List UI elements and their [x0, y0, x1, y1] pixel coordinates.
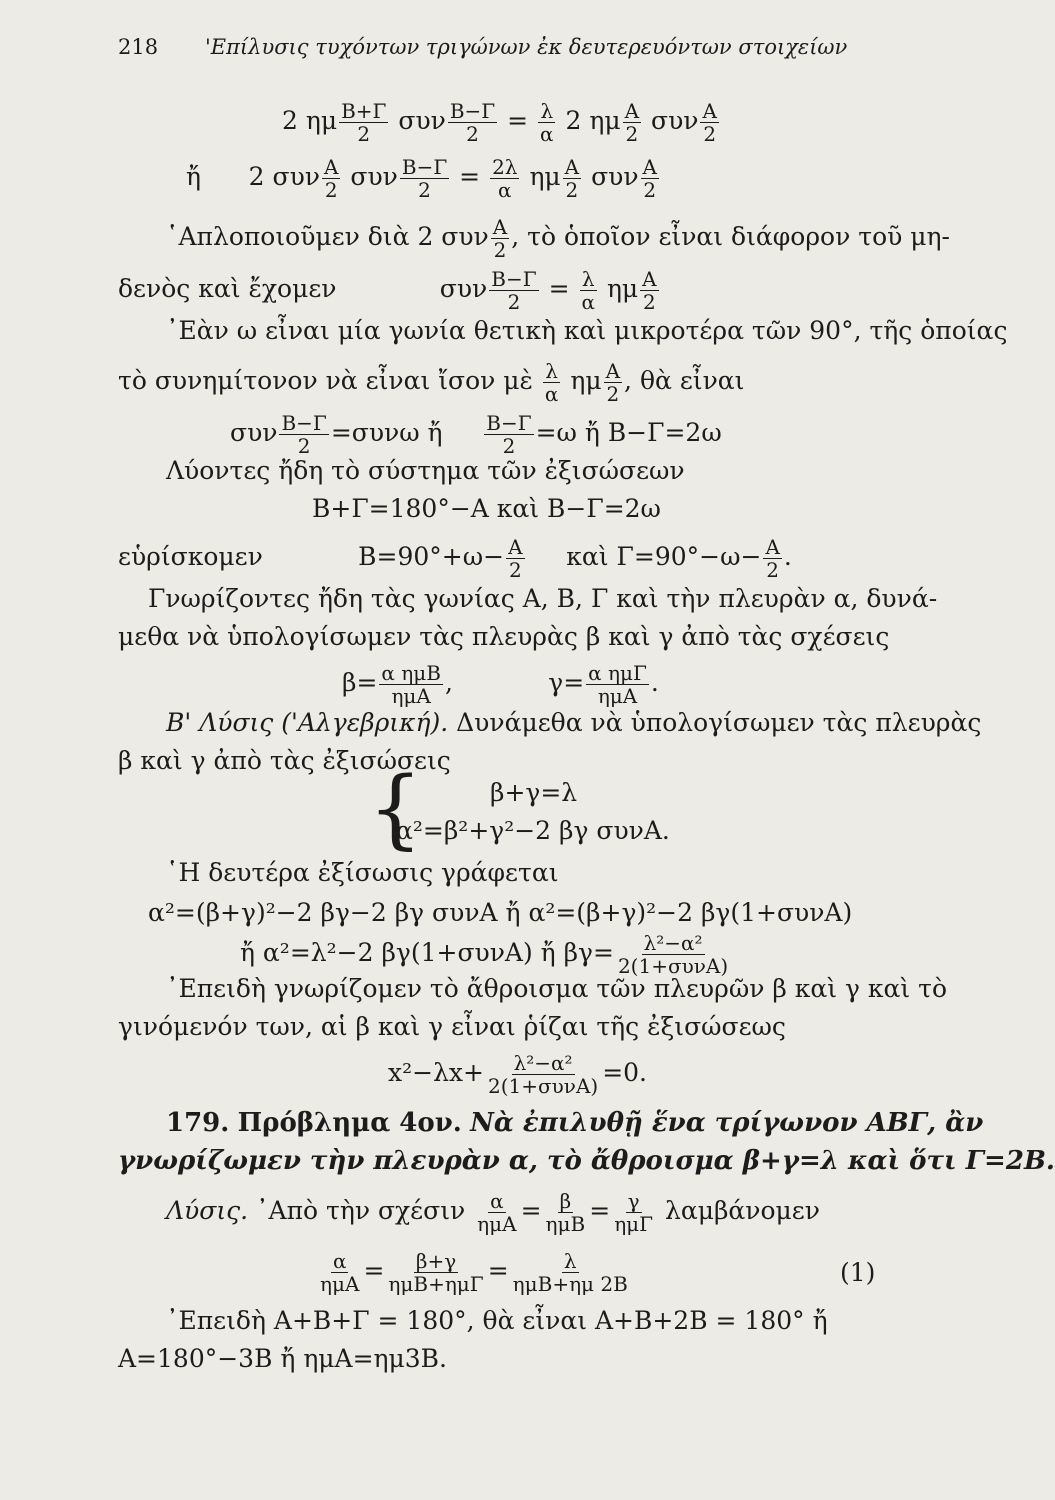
- eq-text: =ω ἤ Β−Γ=2ω: [535, 418, 722, 447]
- solution-label: Λύσις.: [166, 1196, 249, 1225]
- eq-text: =0.: [602, 1058, 648, 1087]
- fraction: λ²−α² 2(1+συνΑ): [487, 1051, 599, 1098]
- text: τὸ συνημίτονον νὰ εἶναι ἴσον μὲ: [118, 366, 533, 395]
- fraction: $\frac{B-\Gamma}{2}$: [401, 155, 448, 202]
- paragraph-omega-cont: [118, 360, 744, 405]
- eq-text: ἤ α²=λ²−2 βγ(1+συνΑ) ἤ βγ=: [240, 938, 614, 967]
- eq-text: συν: [651, 106, 699, 135]
- system-eq-1: β+γ=λ: [490, 778, 578, 807]
- eq-text: β=: [342, 668, 378, 697]
- fraction: $\frac{A}{2}$: [642, 155, 657, 202]
- equation-1: [282, 100, 721, 145]
- brace-symbol: {: [368, 759, 423, 859]
- eq-text: ,: [444, 668, 453, 697]
- eq-text: συν: [230, 418, 278, 447]
- equation-system-angles: Β+Γ=180°−Α καὶ Β−Γ=2ω: [312, 494, 661, 523]
- text: λαμβάνομεν: [665, 1196, 820, 1225]
- equation-2: [186, 156, 661, 201]
- fraction: $\frac{B-\Gamma}{2}$: [449, 99, 496, 146]
- paragraph-solving: Λύοντες ἤδη τὸ σύστημα τῶν ἐξισώσεων: [166, 456, 685, 485]
- paragraph-roots: ᾿Επειδὴ γνωρίζομεν τὸ ἄθροισμα τῶν πλευρῶν β καὶ γ καὶ τὸ: [166, 974, 948, 1003]
- text: , τὸ ὁποῖον εἶναι διάφορον τοῦ μη-: [511, 222, 950, 251]
- fraction: $\frac{A}{2}$: [765, 535, 780, 582]
- paragraph-final-cont: Α=180°−3Β ἤ ημΑ=ημ3Β.: [118, 1344, 447, 1373]
- eq-text: x²−λx+: [388, 1058, 484, 1087]
- problem-heading: [166, 1108, 983, 1138]
- equation-expand: α²=(β+γ)²−2 βγ−2 βγ συνΑ ἤ α²=(β+γ)²−2 βγ(1+συνΑ): [148, 898, 853, 927]
- fraction: α ημΒ ημΑ: [381, 661, 441, 708]
- fraction: λ²−α² 2(1+συνΑ): [617, 931, 729, 978]
- eq-text: συν: [350, 162, 398, 191]
- equation-ratio: α ημΑ = β+γ ημΒ+ημΓ = λ ημΒ+ημ 2Β: [320, 1249, 628, 1296]
- fraction: $\frac{B+\Gamma}{2}$: [341, 99, 387, 146]
- text: ᾿Απὸ τὴν σχέσιν: [256, 1196, 466, 1225]
- paragraph-roots-cont: γινόμενόν των, αἱ β καὶ γ εἶναι ῥίζαι τῆς ἐξισώσεως: [118, 1012, 786, 1041]
- paragraph-algebraic-cont: β καὶ γ ἀπὸ τὰς ἐξισώσεις: [118, 746, 451, 775]
- paragraph-sides: Γνωρίζοντες ἤδη τὰς γωνίας Α, Β, Γ καὶ τὴν πλευρὰν α, δυνά-: [148, 584, 938, 613]
- paragraph-omega: ᾿Εὰν ω εἶναι μία γωνία θετικὴ καὶ μικροτέρα τῶν 90°, τῆς ὁποίας: [166, 316, 1008, 345]
- solution-line: Λύσις. ᾿Απὸ τὴν σχέσιν α ημΑ = β ημΒ = γ ημΓ λαμβάνομεν: [166, 1189, 820, 1236]
- fraction: $\frac{B-\Gamma}{2}$: [486, 411, 532, 458]
- problem-statement: Νὰ ἐπιλυθῇ ἕνα τρίγωνον ΑΒΓ, ἂν: [470, 1108, 984, 1138]
- eq-text: =συνω ἤ: [330, 418, 443, 447]
- fraction: $\frac{\lambda}{\alpha}$: [581, 267, 595, 314]
- fraction: $\frac{A}{2}$: [642, 267, 657, 314]
- fraction: β ημΒ: [545, 1189, 586, 1236]
- fraction: β+γ ημΒ+ημΓ: [388, 1249, 484, 1296]
- equation-sides: [342, 662, 659, 707]
- eq-text: συν: [591, 162, 639, 191]
- fraction: $\frac{2\lambda}{\alpha}$: [492, 155, 518, 202]
- fraction: $\frac{B-\Gamma}{2}$: [491, 267, 537, 314]
- fraction: $\frac{A}{2}$: [492, 215, 508, 262]
- fraction: $\frac{A}{2}$: [508, 535, 523, 582]
- equation-tag: (1): [840, 1258, 876, 1287]
- fraction: α ημΓ ημΑ: [588, 661, 647, 708]
- eq-text: =: [507, 106, 529, 135]
- fraction: α ημΑ: [320, 1249, 360, 1296]
- eq-text: ημ: [529, 162, 561, 191]
- section-label: Β' Λύσις ('Αλγεβρική).: [166, 708, 449, 737]
- fraction: $\frac{\lambda}{\alpha}$: [540, 99, 554, 146]
- eq-text: Β=90°+ω−: [358, 542, 505, 571]
- text: ημ: [570, 366, 602, 395]
- eq-text: συν: [439, 274, 488, 303]
- text: εὑρίσκομεν: [118, 542, 263, 571]
- fraction: $\frac{A}{2}$: [564, 155, 580, 202]
- eq-text: .: [783, 542, 792, 571]
- paragraph-final: ᾿Επειδὴ Α+Β+Γ = 180°, θὰ εἶναι Α+Β+2Β = 180° ἤ: [166, 1306, 828, 1335]
- equation-product: [240, 932, 732, 977]
- eq-text: 2 ημ: [282, 106, 338, 135]
- eq-text: =: [548, 274, 570, 303]
- eq-text: ἤ: [186, 162, 201, 191]
- fraction: $\frac{\lambda}{\alpha}$: [544, 359, 559, 406]
- fraction: α ημΑ: [477, 1189, 517, 1236]
- eq-text: 2 συν: [248, 162, 320, 191]
- eq-text: καὶ Γ=90°−ω−: [566, 542, 762, 571]
- eq-text: =: [459, 162, 481, 191]
- problem-label: Πρόβλημα 4ον.: [237, 1108, 462, 1138]
- paragraph-second-eq: ῾Η δευτέρα ἐξίσωσις γράφεται: [166, 858, 559, 887]
- fraction: λ ημΒ+ημ 2Β: [512, 1249, 628, 1296]
- page-number: 218: [118, 35, 159, 59]
- text: Δυνάμεθα νὰ ὑπολογίσωμεν τὰς πλευρὰς: [456, 708, 982, 737]
- equation-quadratic: [388, 1052, 647, 1097]
- problem-number: 179.: [166, 1108, 230, 1138]
- text: ῾Απλοποιοῦμεν διὰ 2 συν: [166, 222, 489, 251]
- problem-statement-cont: γνωρίζωμεν τὴν πλευρὰν α, τὸ ἄθροισμα β+γ=λ καὶ ὅτι Γ=2Β.: [118, 1146, 1055, 1176]
- text: , θὰ εἶναι: [624, 366, 745, 395]
- running-title: 'Επίλυσις τυχόντων τριγώνων ἐκ δευτερευόντων στοιχείων: [205, 35, 848, 59]
- system-eq-2: α²=β²+γ²−2 βγ συνΑ.: [396, 816, 670, 845]
- equation-3: [230, 412, 722, 457]
- paragraph-algebraic: [166, 708, 981, 738]
- fraction: $\frac{B-\Gamma}{2}$: [281, 411, 327, 458]
- paragraph-simplify-cont: [118, 268, 661, 313]
- fraction: $\frac{A}{2}$: [624, 99, 640, 146]
- fraction: $\frac{A}{2}$: [702, 99, 717, 146]
- eq-text: ημ: [606, 274, 639, 303]
- paragraph-sides-cont: μεθα νὰ ὑπολογίσωμεν τὰς πλευρὰς β καὶ γ ἀπὸ τὰς σχέσεις: [118, 622, 890, 651]
- eq-text: .: [650, 668, 659, 697]
- fraction: γ ημΓ: [614, 1189, 654, 1236]
- eq-text: 2 ημ: [565, 106, 621, 135]
- fraction: $\frac{A}{2}$: [324, 155, 339, 202]
- fraction: $\frac{A}{2}$: [605, 359, 621, 406]
- text: δενὸς καὶ ἔχομεν: [118, 274, 337, 303]
- eq-text: συν: [398, 106, 446, 135]
- equation-angles-found: [118, 536, 792, 581]
- eq-text: γ=: [548, 668, 585, 697]
- paragraph-simplify: [166, 216, 950, 261]
